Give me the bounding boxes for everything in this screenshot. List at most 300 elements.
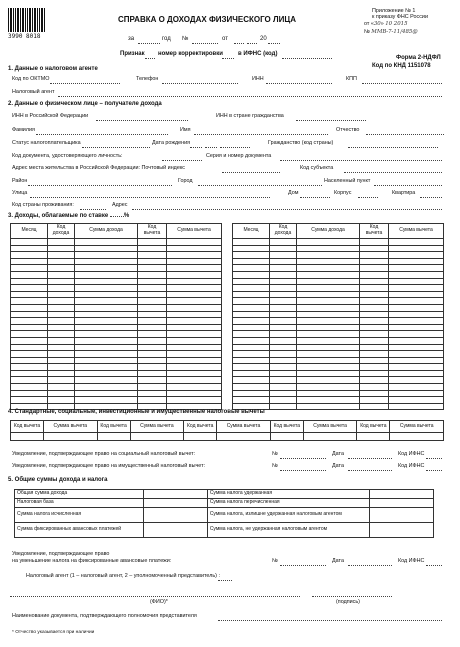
table-cell[interactable] bbox=[389, 377, 444, 384]
table-cell[interactable] bbox=[297, 324, 360, 331]
table-cell[interactable] bbox=[167, 364, 222, 371]
table-cell[interactable] bbox=[167, 324, 222, 331]
country-code-field[interactable] bbox=[80, 209, 106, 210]
correction-field[interactable] bbox=[222, 58, 234, 59]
table-cell[interactable] bbox=[11, 278, 48, 285]
table-cell[interactable] bbox=[75, 245, 138, 252]
table-cell[interactable] bbox=[389, 278, 444, 285]
table-cell[interactable] bbox=[360, 324, 389, 331]
table-cell[interactable] bbox=[167, 377, 222, 384]
table-cell[interactable] bbox=[360, 377, 389, 384]
table-cell[interactable] bbox=[48, 245, 75, 252]
agent-type-field[interactable] bbox=[218, 580, 232, 581]
table-cell[interactable] bbox=[167, 258, 222, 265]
table-cell[interactable] bbox=[75, 298, 138, 305]
table-cell[interactable] bbox=[48, 239, 75, 246]
patronymic-field[interactable] bbox=[366, 134, 444, 135]
oktmo-field[interactable] bbox=[50, 83, 120, 84]
table-cell[interactable] bbox=[138, 331, 167, 338]
name-field[interactable] bbox=[194, 134, 328, 135]
table-cell[interactable] bbox=[48, 291, 75, 298]
table-cell[interactable] bbox=[167, 245, 222, 252]
table-cell[interactable] bbox=[270, 239, 297, 246]
table-cell[interactable] bbox=[138, 337, 167, 344]
table-cell[interactable] bbox=[138, 397, 167, 404]
table-cell[interactable] bbox=[233, 318, 270, 325]
table-cell[interactable] bbox=[75, 370, 138, 377]
table-cell[interactable] bbox=[11, 311, 48, 318]
table-cell[interactable] bbox=[270, 403, 297, 410]
table-cell[interactable] bbox=[233, 324, 270, 331]
table-cell[interactable] bbox=[360, 337, 389, 344]
table-cell[interactable] bbox=[360, 403, 389, 410]
table-cell[interactable] bbox=[389, 318, 444, 325]
table-cell[interactable] bbox=[233, 311, 270, 318]
table-cell[interactable] bbox=[48, 397, 75, 404]
table-cell[interactable] bbox=[233, 265, 270, 272]
table-cell[interactable] bbox=[233, 239, 270, 246]
table-cell[interactable] bbox=[297, 390, 360, 397]
table-cell[interactable] bbox=[233, 252, 270, 259]
table-cell[interactable] bbox=[75, 390, 138, 397]
table-cell[interactable] bbox=[360, 384, 389, 391]
rate-field[interactable] bbox=[110, 216, 124, 217]
kpp-field[interactable] bbox=[362, 83, 442, 84]
table-cell[interactable] bbox=[217, 433, 271, 441]
table-cell[interactable] bbox=[167, 344, 222, 351]
table-cell[interactable] bbox=[48, 331, 75, 338]
ifns-field[interactable] bbox=[282, 58, 332, 59]
table-cell[interactable] bbox=[167, 337, 222, 344]
table-cell[interactable] bbox=[389, 397, 444, 404]
table-cell[interactable] bbox=[297, 337, 360, 344]
table-cell[interactable] bbox=[138, 370, 167, 377]
table-cell[interactable] bbox=[297, 245, 360, 252]
table-cell[interactable] bbox=[270, 384, 297, 391]
table-cell[interactable] bbox=[48, 285, 75, 292]
table-cell[interactable] bbox=[138, 384, 167, 391]
table-cell[interactable] bbox=[167, 370, 222, 377]
table-cell[interactable] bbox=[138, 390, 167, 397]
table-cell[interactable] bbox=[167, 390, 222, 397]
table-cell[interactable] bbox=[233, 397, 270, 404]
table-cell[interactable] bbox=[11, 291, 48, 298]
table-cell[interactable] bbox=[75, 351, 138, 358]
table-cell[interactable] bbox=[270, 291, 297, 298]
table-cell[interactable] bbox=[389, 245, 444, 252]
table-cell[interactable] bbox=[167, 239, 222, 246]
advance-notice-date-field[interactable] bbox=[348, 565, 392, 566]
table-cell[interactable] bbox=[75, 377, 138, 384]
table-cell[interactable] bbox=[75, 291, 138, 298]
table-cell[interactable] bbox=[75, 265, 138, 272]
house-field[interactable] bbox=[300, 197, 330, 198]
table-cell[interactable] bbox=[11, 433, 44, 441]
tax-calculated-value[interactable] bbox=[143, 508, 207, 523]
table-cell[interactable] bbox=[11, 344, 48, 351]
table-cell[interactable] bbox=[297, 258, 360, 265]
table-cell[interactable] bbox=[360, 344, 389, 351]
table-cell[interactable] bbox=[389, 291, 444, 298]
table-cell[interactable] bbox=[48, 258, 75, 265]
table-cell[interactable] bbox=[48, 311, 75, 318]
table-cell[interactable] bbox=[297, 377, 360, 384]
table-cell[interactable] bbox=[389, 285, 444, 292]
table-cell[interactable] bbox=[75, 318, 138, 325]
table-cell[interactable] bbox=[11, 384, 48, 391]
table-cell[interactable] bbox=[270, 357, 297, 364]
doc-series-field[interactable] bbox=[280, 160, 442, 161]
table-cell[interactable] bbox=[297, 265, 360, 272]
notice-social-date-field[interactable] bbox=[348, 458, 392, 459]
table-cell[interactable] bbox=[297, 278, 360, 285]
table-cell[interactable] bbox=[48, 357, 75, 364]
table-cell[interactable] bbox=[297, 344, 360, 351]
table-cell[interactable] bbox=[11, 285, 48, 292]
advance-notice-no-field[interactable] bbox=[280, 565, 326, 566]
table-cell[interactable] bbox=[360, 258, 389, 265]
table-cell[interactable] bbox=[360, 311, 389, 318]
table-cell[interactable] bbox=[303, 433, 357, 441]
table-cell[interactable] bbox=[167, 357, 222, 364]
table-cell[interactable] bbox=[11, 252, 48, 259]
table-cell[interactable] bbox=[75, 324, 138, 331]
tax-base-value[interactable] bbox=[143, 499, 207, 508]
locality-field[interactable] bbox=[374, 185, 442, 186]
table-cell[interactable] bbox=[11, 357, 48, 364]
postal-index-field[interactable] bbox=[222, 172, 280, 173]
table-cell[interactable] bbox=[389, 298, 444, 305]
table-cell[interactable] bbox=[233, 245, 270, 252]
table-cell[interactable] bbox=[389, 384, 444, 391]
table-cell[interactable] bbox=[360, 298, 389, 305]
table-cell[interactable] bbox=[233, 337, 270, 344]
table-cell[interactable] bbox=[75, 397, 138, 404]
table-cell[interactable] bbox=[270, 370, 297, 377]
city-field[interactable] bbox=[198, 185, 322, 186]
table-cell[interactable] bbox=[270, 318, 297, 325]
table-cell[interactable] bbox=[270, 351, 297, 358]
table-cell[interactable] bbox=[167, 311, 222, 318]
table-cell[interactable] bbox=[233, 370, 270, 377]
table-cell[interactable] bbox=[297, 357, 360, 364]
table-cell[interactable] bbox=[270, 245, 297, 252]
table-cell[interactable] bbox=[297, 318, 360, 325]
table-cell[interactable] bbox=[389, 331, 444, 338]
table-cell[interactable] bbox=[97, 433, 130, 441]
table-cell[interactable] bbox=[270, 433, 303, 441]
table-cell[interactable] bbox=[167, 271, 222, 278]
table-cell[interactable] bbox=[44, 433, 98, 441]
table-cell[interactable] bbox=[360, 245, 389, 252]
table-cell[interactable] bbox=[11, 370, 48, 377]
table-cell[interactable] bbox=[138, 278, 167, 285]
table-cell[interactable] bbox=[75, 252, 138, 259]
authority-doc-field[interactable] bbox=[218, 620, 442, 621]
table-cell[interactable] bbox=[389, 370, 444, 377]
table-cell[interactable] bbox=[297, 271, 360, 278]
table-cell[interactable] bbox=[270, 252, 297, 259]
table-cell[interactable] bbox=[233, 285, 270, 292]
date-year-field[interactable] bbox=[268, 43, 280, 44]
table-cell[interactable] bbox=[297, 370, 360, 377]
notice-property-no-field[interactable] bbox=[280, 470, 326, 471]
table-cell[interactable] bbox=[297, 384, 360, 391]
table-cell[interactable] bbox=[270, 364, 297, 371]
table-cell[interactable] bbox=[233, 357, 270, 364]
table-cell[interactable] bbox=[138, 252, 167, 259]
table-cell[interactable] bbox=[138, 245, 167, 252]
date-month-field[interactable] bbox=[247, 43, 257, 44]
table-cell[interactable] bbox=[75, 331, 138, 338]
table-cell[interactable] bbox=[297, 403, 360, 410]
table-cell[interactable] bbox=[389, 403, 444, 410]
agent-field[interactable] bbox=[58, 96, 442, 97]
table-cell[interactable] bbox=[233, 390, 270, 397]
table-cell[interactable] bbox=[270, 337, 297, 344]
table-cell[interactable] bbox=[389, 357, 444, 364]
table-cell[interactable] bbox=[389, 311, 444, 318]
table-cell[interactable] bbox=[360, 357, 389, 364]
table-cell[interactable] bbox=[297, 311, 360, 318]
table-cell[interactable] bbox=[138, 351, 167, 358]
table-cell[interactable] bbox=[297, 304, 360, 311]
table-cell[interactable] bbox=[138, 265, 167, 272]
table-cell[interactable] bbox=[360, 318, 389, 325]
phone-field[interactable] bbox=[162, 83, 238, 84]
table-cell[interactable] bbox=[389, 337, 444, 344]
signature-field[interactable] bbox=[312, 596, 392, 597]
table-cell[interactable] bbox=[297, 291, 360, 298]
table-cell[interactable] bbox=[360, 271, 389, 278]
table-cell[interactable] bbox=[11, 318, 48, 325]
table-cell[interactable] bbox=[75, 364, 138, 371]
table-cell[interactable] bbox=[11, 331, 48, 338]
table-cell[interactable] bbox=[48, 390, 75, 397]
table-cell[interactable] bbox=[270, 304, 297, 311]
table-cell[interactable] bbox=[233, 364, 270, 371]
taxpayer-status-field[interactable] bbox=[82, 147, 150, 148]
table-cell[interactable] bbox=[297, 252, 360, 259]
doc-code-field[interactable] bbox=[162, 160, 202, 161]
table-cell[interactable] bbox=[167, 397, 222, 404]
table-cell[interactable] bbox=[130, 433, 184, 441]
number-field[interactable] bbox=[192, 43, 218, 44]
table-cell[interactable] bbox=[11, 298, 48, 305]
table-cell[interactable] bbox=[389, 265, 444, 272]
table-cell[interactable] bbox=[389, 351, 444, 358]
table-cell[interactable] bbox=[138, 311, 167, 318]
table-cell[interactable] bbox=[360, 390, 389, 397]
inn-foreign-field[interactable] bbox=[296, 120, 366, 121]
table-cell[interactable] bbox=[11, 265, 48, 272]
notice-social-no-field[interactable] bbox=[280, 458, 326, 459]
birth-year-field[interactable] bbox=[220, 147, 250, 148]
table-cell[interactable] bbox=[138, 298, 167, 305]
table-cell[interactable] bbox=[270, 324, 297, 331]
table-cell[interactable] bbox=[389, 390, 444, 397]
table-cell[interactable] bbox=[360, 285, 389, 292]
table-cell[interactable] bbox=[11, 245, 48, 252]
table-cell[interactable] bbox=[75, 344, 138, 351]
table-cell[interactable] bbox=[167, 331, 222, 338]
table-cell[interactable] bbox=[75, 357, 138, 364]
table-cell[interactable] bbox=[48, 351, 75, 358]
table-cell[interactable] bbox=[297, 331, 360, 338]
table-cell[interactable] bbox=[48, 370, 75, 377]
table-cell[interactable] bbox=[75, 271, 138, 278]
table-cell[interactable] bbox=[233, 304, 270, 311]
table-cell[interactable] bbox=[389, 252, 444, 259]
table-cell[interactable] bbox=[138, 271, 167, 278]
table-cell[interactable] bbox=[75, 304, 138, 311]
table-cell[interactable] bbox=[270, 278, 297, 285]
table-cell[interactable] bbox=[48, 324, 75, 331]
table-cell[interactable] bbox=[48, 337, 75, 344]
table-cell[interactable] bbox=[48, 364, 75, 371]
table-cell[interactable] bbox=[11, 397, 48, 404]
table-cell[interactable] bbox=[297, 351, 360, 358]
table-cell[interactable] bbox=[167, 304, 222, 311]
tax-transferred-value[interactable] bbox=[370, 499, 434, 508]
table-cell[interactable] bbox=[48, 384, 75, 391]
table-cell[interactable] bbox=[48, 318, 75, 325]
table-cell[interactable] bbox=[167, 298, 222, 305]
table-cell[interactable] bbox=[233, 258, 270, 265]
table-cell[interactable] bbox=[167, 285, 222, 292]
table-cell[interactable] bbox=[48, 304, 75, 311]
table-cell[interactable] bbox=[11, 377, 48, 384]
table-cell[interactable] bbox=[11, 337, 48, 344]
building-field[interactable] bbox=[358, 197, 378, 198]
table-cell[interactable] bbox=[389, 271, 444, 278]
table-cell[interactable] bbox=[11, 351, 48, 358]
table-cell[interactable] bbox=[48, 377, 75, 384]
table-cell[interactable] bbox=[138, 377, 167, 384]
table-cell[interactable] bbox=[389, 304, 444, 311]
address-field[interactable] bbox=[132, 209, 442, 210]
table-cell[interactable] bbox=[360, 370, 389, 377]
table-cell[interactable] bbox=[270, 331, 297, 338]
table-cell[interactable] bbox=[138, 291, 167, 298]
citizenship-field[interactable] bbox=[348, 147, 438, 148]
apartment-field[interactable] bbox=[420, 197, 442, 198]
birth-month-field[interactable] bbox=[205, 147, 217, 148]
table-cell[interactable] bbox=[270, 311, 297, 318]
street-field[interactable] bbox=[30, 197, 270, 198]
table-cell[interactable] bbox=[270, 258, 297, 265]
notice-social-ifns-field[interactable] bbox=[426, 458, 442, 459]
fio-field[interactable] bbox=[10, 596, 300, 597]
notice-property-date-field[interactable] bbox=[348, 470, 392, 471]
table-cell[interactable] bbox=[360, 252, 389, 259]
surname-field[interactable] bbox=[36, 134, 168, 135]
table-cell[interactable] bbox=[233, 298, 270, 305]
table-cell[interactable] bbox=[390, 433, 444, 441]
fixed-advance-value[interactable] bbox=[143, 523, 207, 538]
table-cell[interactable] bbox=[11, 239, 48, 246]
notice-property-ifns-field[interactable] bbox=[426, 470, 442, 471]
table-cell[interactable] bbox=[297, 364, 360, 371]
table-cell[interactable] bbox=[138, 285, 167, 292]
priznak-field[interactable] bbox=[145, 58, 155, 59]
table-cell[interactable] bbox=[297, 397, 360, 404]
table-cell[interactable] bbox=[389, 239, 444, 246]
table-cell[interactable] bbox=[270, 265, 297, 272]
table-cell[interactable] bbox=[167, 278, 222, 285]
table-cell[interactable] bbox=[389, 324, 444, 331]
year-field[interactable] bbox=[138, 43, 160, 44]
table-cell[interactable] bbox=[389, 344, 444, 351]
table-cell[interactable] bbox=[167, 351, 222, 358]
table-cell[interactable] bbox=[360, 397, 389, 404]
table-cell[interactable] bbox=[48, 265, 75, 272]
table-cell[interactable] bbox=[75, 278, 138, 285]
table-cell[interactable] bbox=[11, 304, 48, 311]
district-field[interactable] bbox=[28, 185, 172, 186]
table-cell[interactable] bbox=[11, 364, 48, 371]
table-cell[interactable] bbox=[360, 364, 389, 371]
table-cell[interactable] bbox=[138, 304, 167, 311]
table-cell[interactable] bbox=[233, 351, 270, 358]
table-cell[interactable] bbox=[167, 291, 222, 298]
table-cell[interactable] bbox=[11, 258, 48, 265]
table-cell[interactable] bbox=[389, 364, 444, 371]
table-cell[interactable] bbox=[138, 357, 167, 364]
table-cell[interactable] bbox=[75, 239, 138, 246]
table-cell[interactable] bbox=[360, 304, 389, 311]
table-cell[interactable] bbox=[138, 258, 167, 265]
table-cell[interactable] bbox=[11, 324, 48, 331]
table-cell[interactable] bbox=[75, 258, 138, 265]
date-day-field[interactable] bbox=[234, 43, 244, 44]
tax-withheld-value[interactable] bbox=[370, 490, 434, 499]
table-cell[interactable] bbox=[184, 433, 217, 441]
table-cell[interactable] bbox=[11, 390, 48, 397]
table-cell[interactable] bbox=[360, 278, 389, 285]
table-cell[interactable] bbox=[48, 271, 75, 278]
table-cell[interactable] bbox=[48, 278, 75, 285]
table-cell[interactable] bbox=[167, 384, 222, 391]
table-cell[interactable] bbox=[270, 390, 297, 397]
table-cell[interactable] bbox=[360, 239, 389, 246]
table-cell[interactable] bbox=[167, 252, 222, 259]
table-cell[interactable] bbox=[270, 344, 297, 351]
table-cell[interactable] bbox=[48, 298, 75, 305]
inn-field[interactable] bbox=[266, 83, 332, 84]
table-cell[interactable] bbox=[360, 351, 389, 358]
table-cell[interactable] bbox=[233, 344, 270, 351]
table-cell[interactable] bbox=[360, 331, 389, 338]
table-cell[interactable] bbox=[270, 298, 297, 305]
table-cell[interactable] bbox=[297, 285, 360, 292]
inn-rf-field[interactable] bbox=[96, 120, 188, 121]
table-cell[interactable] bbox=[270, 377, 297, 384]
table-cell[interactable] bbox=[11, 271, 48, 278]
birth-day-field[interactable] bbox=[190, 147, 202, 148]
table-cell[interactable] bbox=[138, 364, 167, 371]
table-cell[interactable] bbox=[233, 377, 270, 384]
table-cell[interactable] bbox=[297, 298, 360, 305]
table-cell[interactable] bbox=[270, 271, 297, 278]
table-cell[interactable] bbox=[138, 324, 167, 331]
table-cell[interactable] bbox=[167, 318, 222, 325]
table-cell[interactable] bbox=[297, 239, 360, 246]
tax-not-withheld-value[interactable] bbox=[370, 523, 434, 538]
table-cell[interactable] bbox=[389, 258, 444, 265]
table-cell[interactable] bbox=[167, 265, 222, 272]
table-cell[interactable] bbox=[75, 384, 138, 391]
